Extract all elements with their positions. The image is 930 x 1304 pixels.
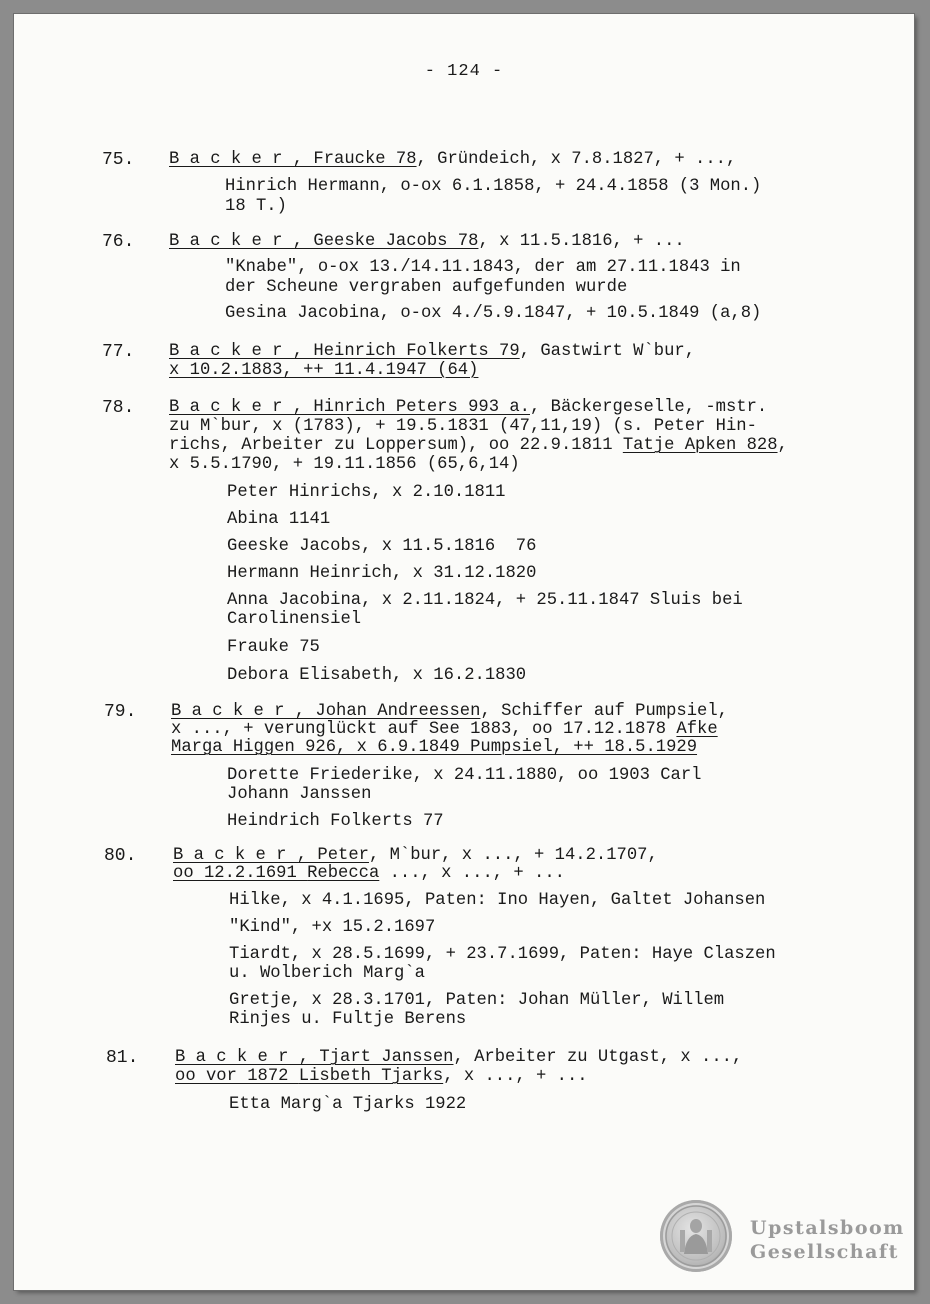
child-line: der Scheune vergraben aufgefunden wurde <box>225 278 628 297</box>
text-segment: richs, Arbeiter zu Loppersum), oo 22.9.1811 <box>169 436 623 455</box>
entry-header <box>169 342 695 362</box>
entry-number: 81. <box>106 1048 139 1068</box>
entry-details: , M`bur, x ..., + 14.2.1707, <box>368 846 658 865</box>
person-name: B a c k e r , Hinrich Peters 993 a. <box>169 398 530 417</box>
child-line: Hermann Heinrich, x 31.12.1820 <box>227 564 537 583</box>
text-segment: ..., x ..., + ... <box>379 864 565 883</box>
text-segment: oo vor 1872 <box>175 1067 299 1086</box>
spouse-name: Afke <box>676 720 718 739</box>
brand-line-2: Gesellschaft <box>750 1241 899 1263</box>
entry-details-line: zu M`bur, x (1783), + 19.5.1831 (47,11,19) (s. Peter Hin- <box>169 417 757 436</box>
person-name: B a c k e r , Fraucke 78 <box>169 150 417 169</box>
child-line: Debora Elisabeth, x 16.2.1830 <box>227 666 527 685</box>
child-line: "Kind", +x 15.2.1697 <box>229 918 436 937</box>
entry-details: , Arbeiter zu Utgast, x ..., <box>453 1048 743 1067</box>
person-name: B a c k e r , Geeske Jacobs 78 <box>169 232 479 251</box>
entry-details: , Gründeich, x 7.8.1827, + ..., <box>416 150 737 169</box>
child-line: Hilke, x 4.1.1695, Paten: Ino Hayen, Galtet Johansen <box>229 891 766 910</box>
child-line: Gesina Jacobina, o-ox 4./5.9.1847, + 10.5.1849 (a,8) <box>225 304 762 323</box>
entry-details: , Schiffer auf Pumpsiel, <box>480 702 728 721</box>
child-line: Hinrich Hermann, o-ox 6.1.1858, + 24.4.1858 (3 Mon.) <box>225 177 762 196</box>
child-line: 18 T.) <box>225 197 287 216</box>
spouse-name: Lisbeth Tjarks <box>298 1067 444 1086</box>
entry-number: 75. <box>102 150 135 170</box>
text-segment: x ..., + verunglückt auf See 1883, oo 17.12.1878 <box>171 720 677 739</box>
person-name: B a c k e r , Johan Andreessen <box>171 702 481 721</box>
entry-number: 76. <box>102 232 135 252</box>
child-line: Peter Hinrichs, x 2.10.1811 <box>227 483 506 502</box>
entry-number: 80. <box>104 846 137 866</box>
person-name: B a c k e r , Tjart Janssen <box>175 1048 454 1067</box>
child-line: "Knabe", o-ox 13./14.11.1843, der am 27.11.1843 in <box>225 258 741 277</box>
child-line: Gretje, x 28.3.1701, Paten: Johan Müller, Willem <box>229 991 725 1010</box>
child-line: Dorette Friederike, x 24.11.1880, oo 1903 Carl <box>227 766 702 785</box>
seal-figure-icon <box>660 1200 732 1272</box>
child-line: Abina 1141 <box>227 510 331 529</box>
text-segment: , x 6.9.1849 Pumpsiel, ++ 18.5.1929 <box>336 738 698 757</box>
seal-logo-icon <box>660 1200 732 1272</box>
entry-header <box>171 702 728 722</box>
entry-details: , Gastwirt W`bur, <box>519 342 696 361</box>
entry-details-line <box>171 720 718 740</box>
brand-text <box>750 1216 905 1264</box>
entry-details-line: x 5.5.1790, + 19.11.1856 (65,6,14) <box>169 455 520 474</box>
entry-number: 78. <box>102 398 135 418</box>
entry-header <box>173 846 658 866</box>
document-page <box>14 14 914 1290</box>
child-line: Rinjes u. Fultje Berens <box>229 1010 467 1029</box>
person-name: B a c k e r , Peter <box>173 846 369 865</box>
person-name: B a c k e r , Heinrich Folkerts 79 <box>169 342 520 361</box>
entry-header <box>169 398 767 418</box>
child-line: Carolinensiel <box>227 610 362 629</box>
entry-header <box>169 232 685 252</box>
text-segment: oo 12.2.1691 <box>173 864 308 883</box>
child-line: Frauke 75 <box>227 638 320 657</box>
entry-header <box>169 150 736 170</box>
entry-details: , x 11.5.1816, + ... <box>478 232 685 251</box>
entry-details-line <box>173 864 565 884</box>
child-line: Johann Janssen <box>227 785 372 804</box>
spouse-name: Marga Higgen 926 <box>171 738 337 757</box>
brand-line-1: Upstalsboom <box>750 1217 905 1239</box>
child-line: Anna Jacobina, x 2.11.1824, + 25.11.1847 Sluis bei <box>227 591 743 610</box>
child-line: Etta Marg`a Tjarks 1922 <box>229 1095 467 1114</box>
entry-number: 79. <box>104 702 137 722</box>
entry-details-line <box>169 436 788 456</box>
entry-number: 77. <box>102 342 135 362</box>
text-segment: , <box>777 436 788 455</box>
spouse-name: Rebecca <box>307 864 380 883</box>
text-segment: , x ..., + ... <box>443 1067 588 1086</box>
child-line: Heindrich Folkerts 77 <box>227 812 444 831</box>
entry-details-line: x 10.2.1883, ++ 11.4.1947 (64) <box>169 361 479 380</box>
entry-details: , Bäckergeselle, -mstr. <box>530 398 768 417</box>
spouse-name: Tatje Apken 828 <box>622 436 778 455</box>
entry-header <box>175 1048 742 1068</box>
child-line: Tiardt, x 28.5.1699, + 23.7.1699, Paten: Haye Claszen <box>229 945 776 964</box>
page-number: - 124 - <box>424 62 504 81</box>
child-line: Geeske Jacobs, x 11.5.1816 76 <box>227 537 537 556</box>
entry-details-line <box>171 738 697 758</box>
child-line: u. Wolberich Marg`a <box>229 964 425 983</box>
entry-details-line <box>175 1067 588 1087</box>
